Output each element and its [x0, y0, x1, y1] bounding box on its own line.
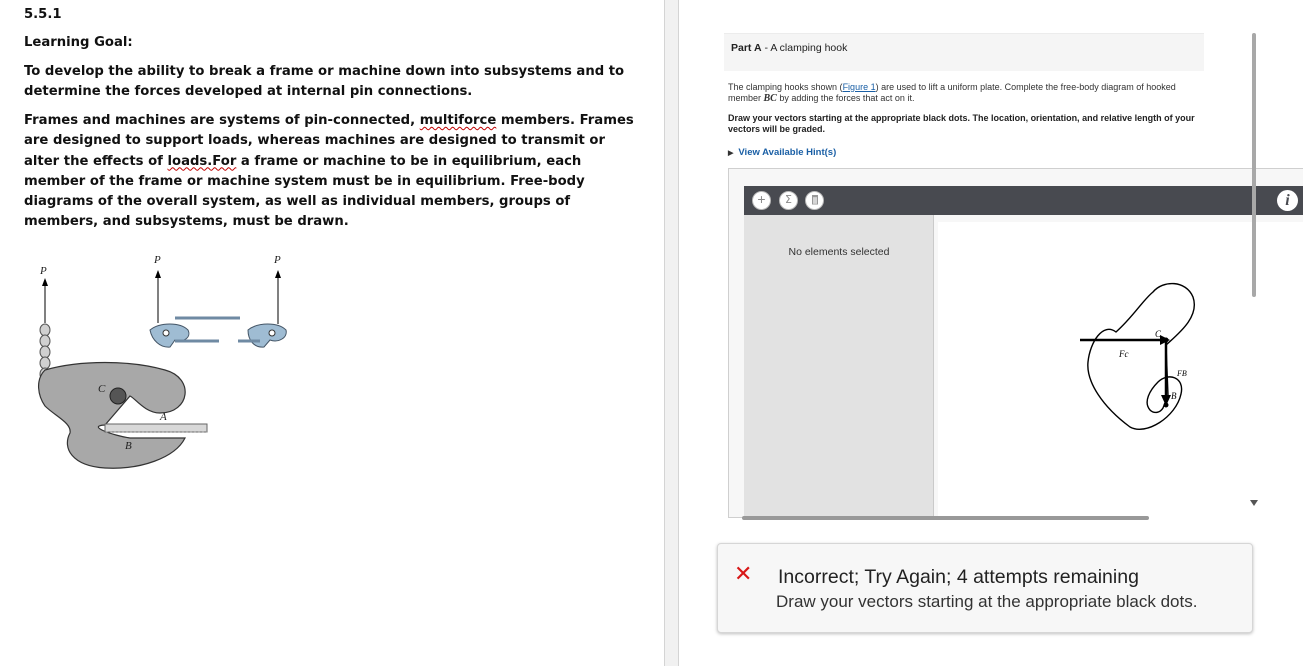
- view-hints-label: View Available Hint(s): [738, 147, 837, 158]
- part-title: A clamping hook: [770, 42, 848, 54]
- drawing-canvas[interactable]: [938, 222, 1303, 518]
- feedback-title: Incorrect; Try Again; 4 attempts remaining: [778, 566, 1139, 588]
- canvas-label-b: B: [1171, 391, 1177, 401]
- figure-label-b: B: [125, 440, 132, 452]
- figure-label-p-mid: P: [154, 254, 161, 266]
- learning-goal-text: To develop the ability to break a frame or machine down into subsystems and to determine the forces developed at internal pin connections.: [24, 64, 625, 100]
- attachment-dot-b[interactable]: [1164, 403, 1169, 408]
- elements-panel: [744, 215, 934, 518]
- trash-icon: [807, 192, 823, 208]
- frames-text-part3: a frame or machine to be in equilibrium, each member of the frame or machine system must be in equilibrium. Free-body diagrams of the overall system, as well as individual members, groups of members, and subsystems, must be drawn.: [24, 153, 585, 230]
- fbd-drawing-widget: [728, 168, 1303, 518]
- right-hook-pair: [150, 248, 290, 358]
- fbd-canvas-drawing: [938, 222, 1303, 518]
- figure-label-p-right: P: [274, 254, 281, 266]
- add-vector-button[interactable]: +: [752, 191, 771, 210]
- part-label: Part A: [731, 42, 762, 54]
- problem-instructions: [728, 82, 1208, 104]
- figure-label-c: C: [98, 383, 106, 395]
- member-symbol: BC: [763, 93, 777, 104]
- scroll-down-arrow-icon[interactable]: [1250, 500, 1258, 506]
- horizontal-scrollbar[interactable]: [742, 516, 1149, 520]
- spellcheck-word-loads[interactable]: loads.For: [167, 153, 237, 169]
- mastering-problem-pane: [680, 0, 1303, 666]
- sum-tool-button[interactable]: Σ: [779, 191, 798, 210]
- vector-fb[interactable]: [1161, 340, 1171, 406]
- pane-divider[interactable]: [664, 0, 679, 666]
- expand-arrow-icon: ▶: [728, 150, 734, 157]
- feedback-box: [717, 543, 1253, 633]
- error-x-icon: ✕: [734, 562, 753, 587]
- frames-text-part1: Frames and machines are systems of pin-connected,: [24, 113, 420, 128]
- instr-text-mid: ) are used to lift a uniform plate. Complete the free-body diagram of hooked member: [728, 82, 1176, 103]
- part-separator: -: [761, 42, 771, 54]
- grading-instructions: Draw your vectors starting at the appropriate black dots. The location, orientation, and relative length of your vectors will be graded.: [728, 113, 1195, 134]
- instr-text-before: The clamping hooks shown (: [728, 82, 843, 92]
- figure-link[interactable]: Figure 1: [842, 82, 876, 92]
- section-number: 5.5.1: [24, 7, 62, 22]
- figure-label-p-left: P: [40, 265, 47, 277]
- canvas-label-fc: Fc: [1119, 349, 1129, 359]
- widget-toolbar: [744, 186, 1303, 215]
- canvas-label-fb: FB: [1177, 369, 1187, 378]
- frames-text-part2: members. Frames are designed to support loads, whereas machines are designed to transmit or alter the effects of: [24, 113, 634, 169]
- spellcheck-word-multiforce[interactable]: multiforce: [419, 113, 497, 128]
- instr-text-after: by adding the forces that act on it.: [776, 93, 915, 103]
- part-header[interactable]: [724, 33, 1204, 71]
- info-button[interactable]: i: [1277, 190, 1298, 211]
- feedback-message: Draw your vectors starting at the appropriate black dots.: [776, 592, 1198, 611]
- learning-goal-label: Learning Goal:: [24, 35, 133, 50]
- view-hints-link[interactable]: [728, 147, 836, 158]
- delete-button[interactable]: [805, 191, 824, 210]
- canvas-label-c: C: [1155, 329, 1162, 339]
- pin-c: [110, 388, 126, 404]
- vertical-scrollbar[interactable]: [1252, 33, 1256, 297]
- figure-label-a: A: [160, 411, 167, 423]
- plate: [105, 424, 207, 432]
- frames-paragraph: [24, 111, 634, 233]
- member-bc-outline: [1088, 284, 1195, 430]
- attachment-dot-c[interactable]: [1164, 338, 1169, 343]
- selection-status: No elements selected: [788, 246, 890, 258]
